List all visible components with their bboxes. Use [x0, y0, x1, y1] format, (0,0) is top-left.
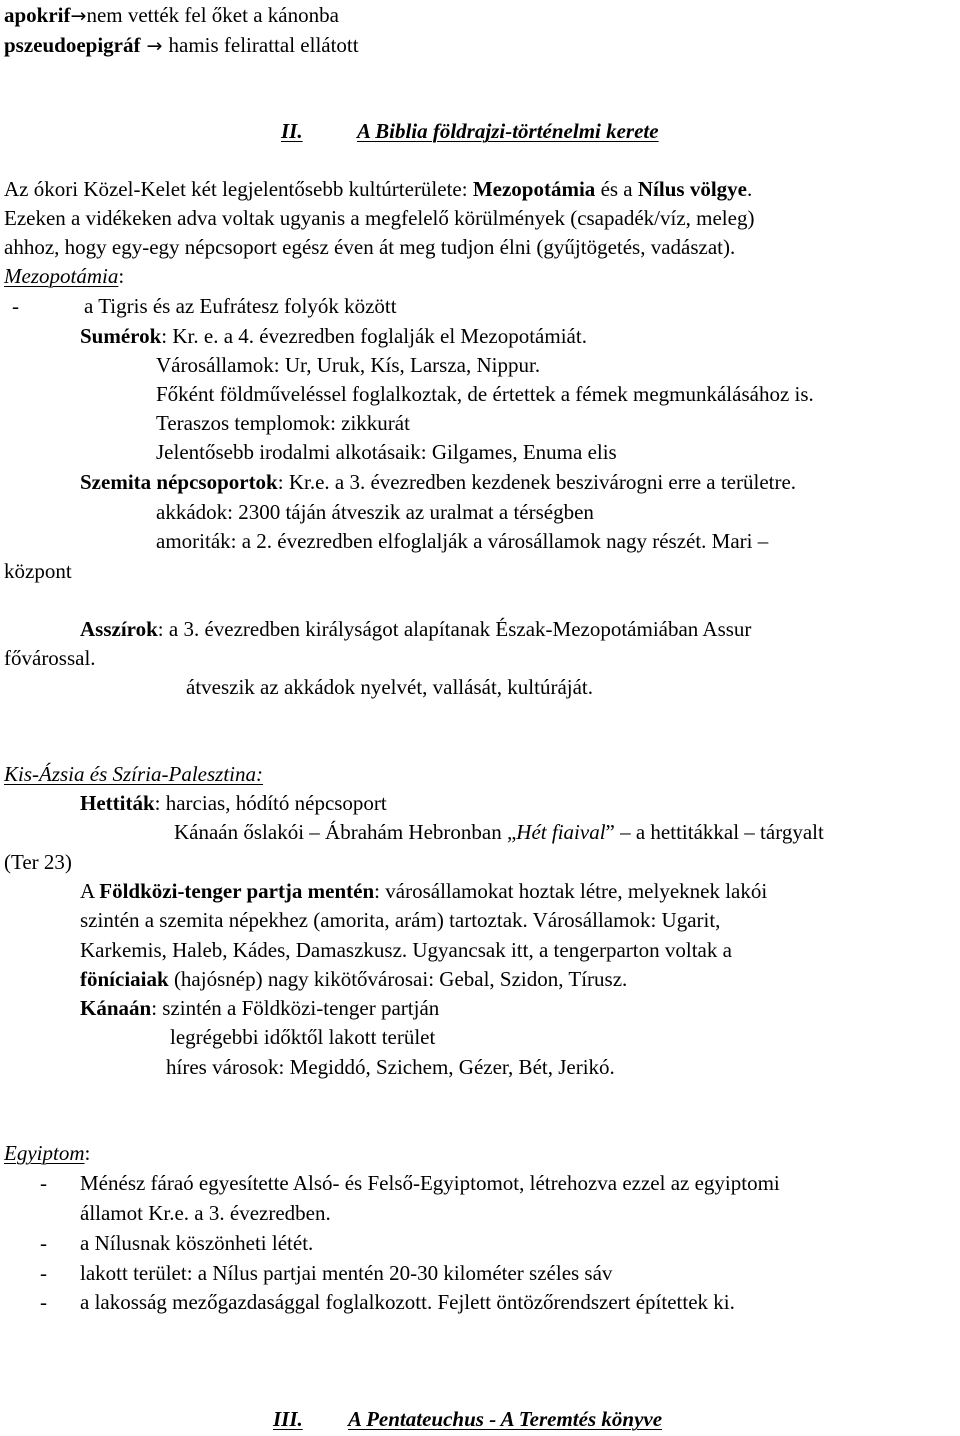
sumer-sub-1: Városállamok: Ur, Uruk, Kís, Larsza, Nippur. — [156, 353, 541, 377]
assyr-sub: átveszik az akkádok nyelvét, vallását, kultúráját. — [186, 675, 594, 699]
mezopotamia-bold: Mezopotámia — [472, 177, 596, 201]
egyiptom-item-1-cont: államot Kr.e. a 3. évezredben. — [80, 1201, 331, 1225]
intro-line-3: ahhoz, hogy egy-egy népcsoport egész éven át meg tudjon élni (gyűjtögetés, vadászat). — [4, 235, 736, 259]
nilus-bold: Nílus völgye — [637, 177, 747, 201]
definition-pszeudoepigraf — [4, 35, 359, 56]
intro-line-1: Az ókori Közel-Kelet két legjelentősebb kultúrterülete: Mezopotámia és a Nílus völgye. — [4, 177, 753, 201]
arrow-icon: → — [140, 35, 169, 57]
amorita-line: amoriták: a 2. évezredben elfoglalják a városállamok nagy részét. Mari – — [156, 529, 769, 553]
section-title: A Biblia földrajzi-történelmi kerete — [357, 119, 659, 143]
section-number: III. — [273, 1407, 303, 1431]
kisazsia-heading: Kis-Ázsia és Szíria-Palesztina: — [4, 762, 264, 786]
akkad-line: akkádok: 2300 táján átveszik az uralmat a térségben — [156, 500, 594, 524]
egyiptom-item-4: - a lakosság mezőgazdasággal foglalkozott. Fejlett öntözőrendszert építettek ki. — [40, 1290, 735, 1314]
assyr-continuation: fővárossal. — [4, 646, 96, 670]
sumer-sub-2: Főként földműveléssel foglalkoztak, de értettek a fémek megmunkálásához is. — [156, 382, 814, 406]
definition-apokrif — [4, 5, 339, 26]
foldkozi-line-2: szintén a szemita népekhez (amorita, arám) tartoztak. Városállamok: Ugarit, — [80, 908, 721, 932]
arrow-icon: → — [70, 5, 87, 27]
assyr-line: Asszírok: a 3. évezredben királyságot alapítanak Észak-Mezopotámiában Assur — [80, 617, 752, 641]
egyiptom-item-3: - lakott terület: a Nílus partjai mentén 20-30 kilométer széles sáv — [40, 1261, 613, 1285]
sumer-sub-4: Jelentősebb irodalmi alkotásaik: Gilgames, Enuma elis — [156, 440, 617, 464]
egyiptom-item-1: - Ménész fáraó egyesítette Alsó- és Felső-Egyiptomot, létrehozva ezzel az egyiptomi — [40, 1171, 780, 1195]
intro-line-2: Ezeken a vidékeken adva voltak ugyanis a megfelelő körülmények (csapadék/víz, meleg) — [4, 206, 755, 230]
sumer-sub-3: Teraszos templomok: zikkurát — [156, 411, 410, 435]
kanaan-sub-1: legrégebbi időktől lakott terület — [170, 1025, 436, 1049]
foldkozi-line-3: Karkemis, Haleb, Kádes, Damaszkusz. Ugyancsak itt, a tengerparton voltak a — [80, 938, 732, 962]
definition-text: hamis felirattal ellátott — [168, 33, 359, 57]
term-pszeudoepigraf: pszeudoepigráf — [4, 33, 141, 57]
term-apokrif: apokrif — [4, 3, 71, 27]
sumer-line: Sumérok: Kr. e. a 4. évezredben foglalják el Mezopotámiát. — [80, 324, 587, 348]
mezopotamia-bullet: - a Tigris és az Eufrátesz folyók között — [12, 294, 397, 318]
kanaan-line: Kánaán: szintén a Földközi-tenger partján — [80, 996, 440, 1020]
semita-line: Szemita népcsoportok: Kr.e. a 3. évezredben kezdenek beszivárogni erre a területre. — [80, 470, 797, 494]
section-number: II. — [281, 119, 303, 143]
foldkozi-line-1: A Földközi-tenger partja mentén: városállamokat hoztak létre, melyeknek lakói — [80, 879, 768, 903]
ter-reference: (Ter 23) — [4, 850, 72, 874]
kanaan-sub-2: híres városok: Megiddó, Szichem, Gézer, Bét, Jerikó. — [166, 1055, 615, 1079]
egyiptom-heading: Egyiptom: — [4, 1141, 91, 1165]
egyiptom-item-2: - a Nílusnak köszönheti létét. — [40, 1231, 314, 1255]
definition-text: nem vették fel őket a kánonba — [86, 3, 339, 27]
kozpont-line: központ — [4, 559, 72, 583]
kanaan-abraham-line: Kánaán őslakói – Ábrahám Hebronban „Hét fiaival” – a hettitákkal – tárgyalt — [174, 820, 824, 844]
fonicia-line: föníciaiak (hajósnép) nagy kikötővárosai: Gebal, Szidon, Tírusz. — [80, 967, 628, 991]
hettita-line: Hettiták: harcias, hódító népcsoport — [80, 791, 387, 815]
mezopotamia-heading: Mezopotámia: — [4, 264, 125, 288]
section-title: A Pentateuchus - A Teremtés könyve — [348, 1407, 663, 1431]
